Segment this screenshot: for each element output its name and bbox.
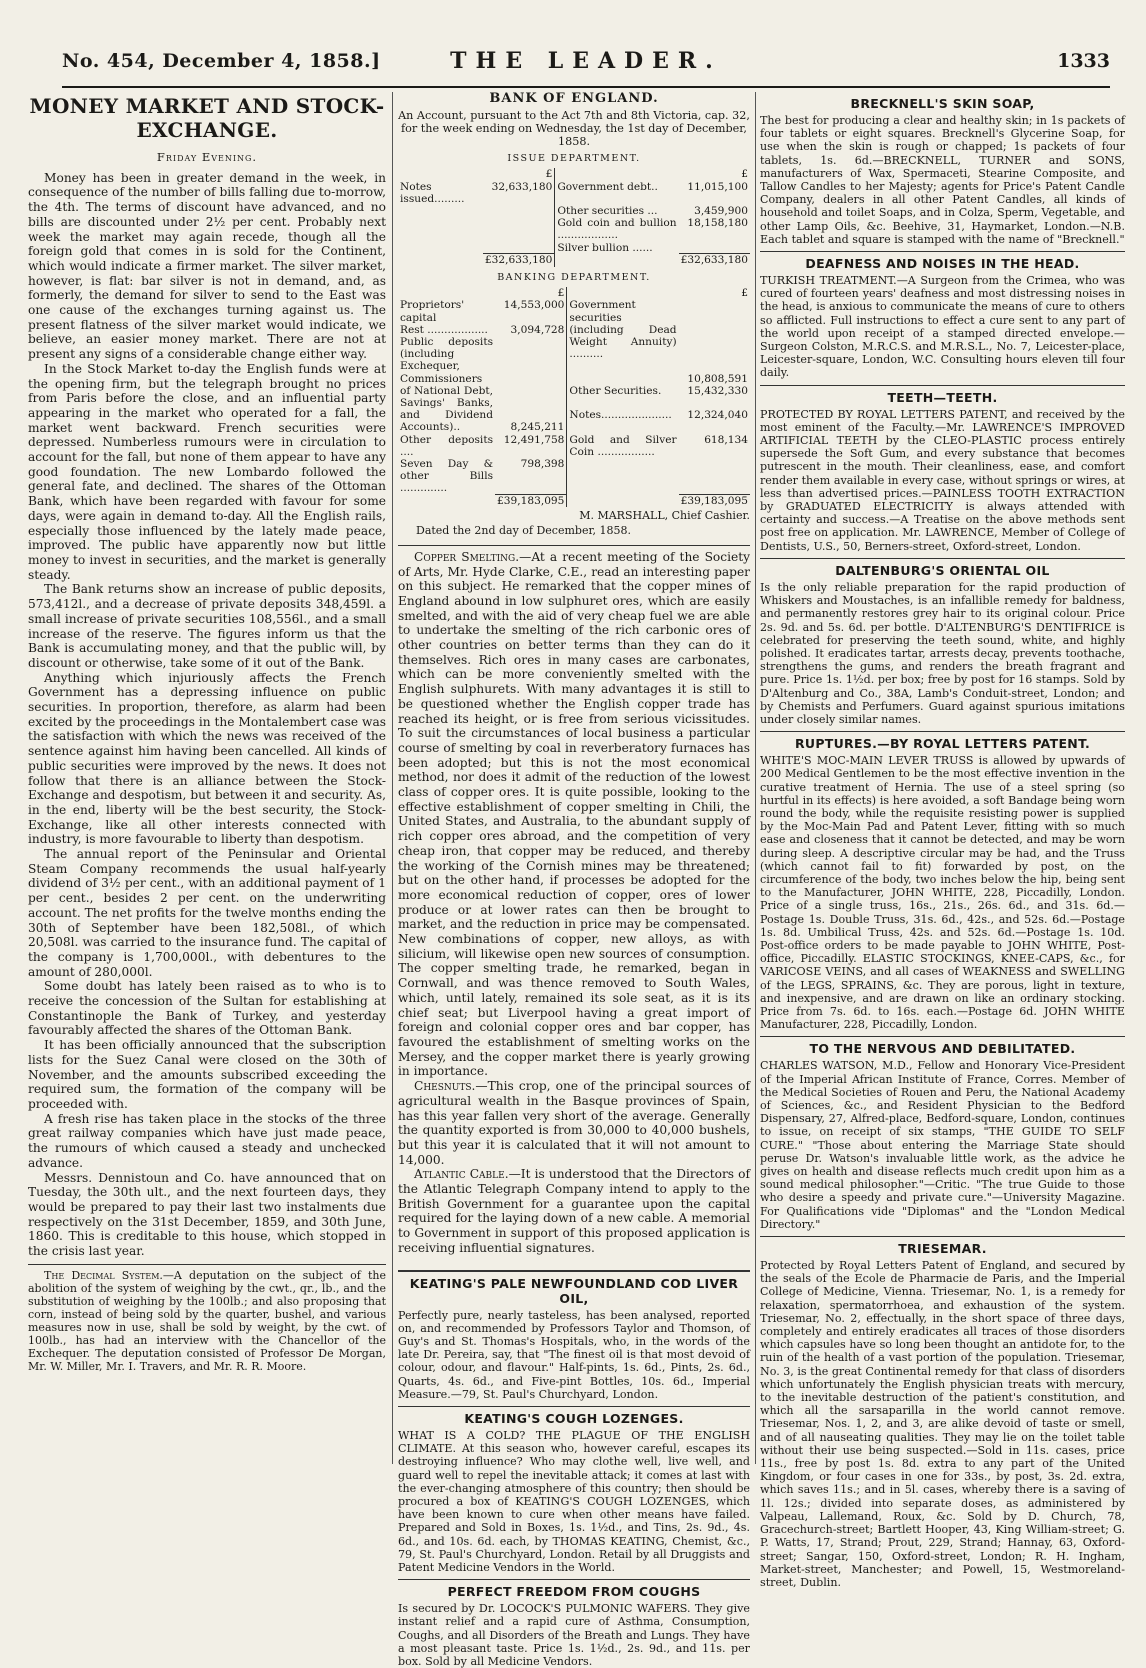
news-text: —At a recent meeting of the Society of Arts, Mr. Hyde Clarke, C.E., read an interesting paper on this subject. He remarked that the copper mines of England abound in low sulphuret ores, which are easily smelted, and with the aid of very cheap fuel we are able to undertake the smelting of the rich carbonic ores of other countries on better terms than they can do it themselves. Rich ores in many cases are carbonates, which can be more conveniently smelted with the English sulphurets. With many advantages it is still to be questioned whether the English copper trade has reached its height, or is free from serious vicissitudes. To suit the circumstances of local business a particular course of smelting by coal in reverberatory furnaces has been adopted; but this is not the most economical method, nor does it admit of the reduction of the lowest class of copper ores. It is quite possible, looking to the effective establishment of copper smelting in Chili, the United States, and Australia, to the abundant supply of rich copper ores abroad, and the competition of very cheap iron, that copper may be reduced, and thereby the working of the Cornish mines may be threatened; but on the other hand, if processes be adopted for the more economical reduction of copper, ores of lower produce or at lower rates can then be brought to market, and the reduction in price may be compensated. New combinations of copper, new alloys, as with silicium, will likewise open new sources of consumption. The copper smelting trade, he remarked, began in Cornwall, and was thence removed to South Wales, which, until lately, remained its sole seat, as it is its chief seat; but Liverpool having a great import of foreign and colonial copper ores and bar copper, has favoured the establishment of smelting works on the Mersey, and the copper market there is yearly growing in importance.	[398, 549, 750, 1079]
paragraph: The Bank returns show an increase of public deposits, 573,412l., and a decrease of private deposits 348,459l. a small increase of private securities 108,556l., and a small increase of the reserve. The figures inform us that the Bank is accumulating money, and that the public will, by discount or otherwise, take some of it out of the Bank.	[28, 582, 386, 670]
ad-heading: DEAFNESS AND NOISES IN THE HEAD.	[805, 256, 1080, 272]
row-value: 10,808,591	[687, 372, 748, 385]
row-value: 3,094,728	[510, 323, 565, 336]
ad-text: Is the only reliable preparation for the rapid production of Whiskers and Moustaches, is an infallible remedy for baldness, and permanently restores grey hair to its original colour. Price 2s. 9d. and 5s. 6d. per bottle. D'ALTENBURG'S DENTIFRICE is celebrated for preserving the teeth sound, white, and highly polished. It eradicates tartar, arrests decay, prevents toothache, strengthens the gums, and renders the breath fragrant and pure. Price 1s. 1½d. per box; free by post for 16 stamps. Sold by D'Altenburg and Co., 38A, Lamb's Conduit-street, London; and by Chemists and Perfumers. Guard against spurious imitations under closely similar names.	[760, 580, 1125, 726]
paragraph: It has been officially announced that the subscription lists for the Suez Canal were closed on the 30th of November, and the amounts subscribed exceeding the required sum, the formation of the company will be proceeded with.	[28, 1038, 386, 1111]
column-divider	[755, 92, 756, 1464]
issue-department-heading: ISSUE DEPARTMENT.	[507, 152, 641, 164]
paragraph: A fresh rise has taken place in the stocks of the three great railway companies which have just made peace, the rumours of which caused a steady and unchecked advance.	[28, 1111, 386, 1170]
divider	[760, 385, 1125, 386]
dateline: Friday Evening.	[156, 150, 258, 164]
paragraph: Anything which injuriously affects the French Government has a depressing influence on public securities. In proportion, therefore, as alarm had been excited by the proceedings in the Montalembert case was the satisfaction with which the news was received of the sentence against him having been cancelled. All kinds of public securities were improved by the news. It does not follow that there is an alliance between the Stock-Exchange and despotism, but between it and security. As, in the end, liberty will be the best security, the Stock-Exchange, like all other interests connected with industry, is more favourable to liberty than despotism.	[28, 670, 386, 847]
row-value: 798,398	[520, 458, 565, 471]
bank-signature: M. MARSHALL, Chief Cashier.	[579, 509, 750, 523]
row-value: 15,432,330	[687, 384, 748, 397]
paragraph: Money has been in greater demand in the week, in consequence of the number of bills falling due to-morrow, the 4th. The terms of discount have advanced, and no bills are discounted under 2½ per cent. Probably next week the market may again recede, though all the foreign gold that comes in is sold for the Continent, which would indicate a firmer market. The silver market, however, is flat: bar silver is not in demand, and, as formerly, the demand for silver to send to the East was one cause of the exchanges turning against us. The present flatness of the silver market would indicate, we believe, an easier money market. There are not at present any signs of a considerable change either way.	[28, 170, 386, 362]
row-label: Seven Day & other Bills ..............	[400, 458, 494, 495]
advertisement	[760, 736, 1125, 1031]
banking-department-heading: BANKING DEPARTMENT.	[497, 271, 651, 283]
masthead-rule	[62, 86, 1110, 88]
ad-heading: TO THE NERVOUS AND DEBILITATED.	[809, 1041, 1076, 1057]
advertisement	[398, 1411, 750, 1574]
total-value: £32,633,180	[679, 254, 750, 267]
ad-text: WHITE'S MOC-MAIN LEVER TRUSS is allowed by upwards of 200 Medical Gentlemen to be the most effective invention in the curative treatment of Hernia. The use of a steel spring (so hurtful in its effects) is here avoided, a soft Bandage being worn round the body, while the requisite resisting power is supplied by the Moc-Main Pad and Patent Lever, fitting with so much ease and closeness that it cannot be detected, and may be worn during sleep. A descriptive circular may be had, and the Truss (which cannot fail to fit) forwarded by post, on the circumference of the body, two inches below the hip, being sent to the Manufacturer, JOHN WHITE, 228, Piccadilly, London. Price of a single truss, 16s., 21s., 26s. 6d., and 31s. 6d.—Postage 1s. Double Truss, 31s. 6d., 42s., and 52s. 6d.—Postage 1s. 8d. Umbilical Truss, 42s. and 52s. 6d.—Postage 1s. 10d. Post-office orders to be made payable to JOHN WHITE, Post-office, Piccadilly. ELASTIC STOCKINGS, KNEE-CAPS, &c., for VARICOSE VEINS, and all cases of WEAKNESS and SWELLING of the LEGS, SPRAINS, &c. They are porous, light in texture, and inexpensive, and are drawn on like an ordinary stocking. Price from 7s. 6d. to 16s. each.—Postage 6d. JOHN WHITE Manufacturer, 228, Piccadilly, London.	[760, 754, 1125, 1032]
ad-text: WHAT IS A COLD? THE PLAGUE OF THE ENGLISH CLIMATE. At this season who, however careful, escapes its destroying influence? Who may clothe well, live well, and guard well to repel the inevitable attack; it comes at last with the ever-changing atmosphere of this country; then should be procured a box of KEATING'S COUGH LOZENGES, which have been known to cure when other means have failed. Prepared and Sold in Boxes, 1s. 1½d., and Tins, 2s. 9d., 4s. 6d., and 10s. 6d. each, by THOMAS KEATING, Chemist, &c., 79, St. Paul's Churchyard, London. Retail by all Druggists and Patent Medicine Vendors in the World.	[398, 1428, 750, 1574]
ad-heading: RUPTURES.—BY ROYAL LETTERS PATENT.	[794, 736, 1091, 752]
row-label: Notes issued.........	[400, 180, 465, 205]
ad-text: Is secured by Dr. LOCOCK'S PULMONIC WAFERS. They give instant relief and a rapid cure of Asthma, Consumption, Coughs, and all Disorders of the Breath and Lungs. They have a most pleasant taste. Price 1s. 1½d., 2s. 9d., and 11s. per box. Sold by all Medicine Vendors.	[398, 1602, 750, 1668]
row-label: Other securities ...	[555, 205, 679, 217]
advertisement	[398, 1276, 750, 1401]
row-label: Silver bullion ......	[555, 242, 679, 254]
column-advertisements	[760, 92, 1125, 1589]
page-number: 1333	[1057, 50, 1110, 72]
run-in-heading: Chesnuts.	[414, 1079, 476, 1094]
paragraph: Some doubt has lately been raised as to who is to receive the concession of the Sultan for establishing at Constantinople the Bank of Turkey, and yesterday favourably affected the shares of the Ottoman Bank.	[28, 979, 386, 1038]
ad-text: Protected by Royal Letters Patent of England, and secured by the seals of the Ecole de Pharmacie de Paris, and the Imperial College of Medicine, Vienna. Triesemar, No. 1, is a remedy for relaxation, spermatorrhoea, and exhaustion of the system. Triesemar, No. 2, effectually, in the short space of three days, completely and entirely eradicates all traces of those disorders which capsules have so long been thought an antidote for, to the ruin of the health of a vast portion of the population. Triesemar, No. 3, is the great Continental remedy for that class of disorders which unfortunately the English physician treats with mercury, to the inevitable destruction of the patient's constitution, and which all the sarsaparilla in the world cannot remove. Triesemar, Nos. 1, 2, and 3, are alike devoid of taste or smell, and of all nauseating qualities. They may lie on the toilet table without their use being suspected.—Sold in 11s. cases, price 11s., free by post 1s. 8d. extra to any part of the United Kingdom, or four cases in one for 33s., by post, 3s. 2d. extra, which saves 11s.; and in 5l. cases, whereby there is a saving of 1l. 12s.; divided into separate doses, as administered by Valpeau, Lallemand, Roux, &c. Sold by D. Church, 78, Gracechurch-street; Bartlett Hooper, 43, King William-street; G. P. Watts, 17, Strand; Prout, 229, Strand; Hannay, 63, Oxford-street; Sangar, 150, Oxford-street, London; R. H. Ingham, Market-street, Manchester; and Powell, 15, Westmoreland-street, Dublin.	[760, 1259, 1125, 1589]
column-money-market	[28, 92, 386, 1467]
row-label: Notes.....................	[567, 409, 679, 433]
masthead	[62, 48, 1110, 88]
advertisement	[398, 1584, 750, 1668]
row-value: 18,158,180	[687, 217, 748, 230]
divider	[760, 1036, 1125, 1037]
divider	[28, 1264, 386, 1265]
column-divider	[392, 92, 393, 1464]
row-label: Government securities (including Dead Weight Annuity) ..........	[567, 299, 679, 384]
ad-heading: TRIESEMAR.	[898, 1241, 987, 1257]
news-item	[398, 1167, 750, 1255]
news-item	[398, 1079, 750, 1167]
bank-dated: Dated the 2nd day of December, 1858.	[416, 524, 631, 538]
advertisement	[760, 96, 1125, 246]
ad-heading: KEATING'S PALE NEWFOUNDLAND COD LIVER OIL,	[409, 1275, 739, 1306]
divider	[760, 1236, 1125, 1237]
row-value: 3,459,900	[694, 205, 748, 218]
news-text: —This crop, one of the principal sources of agricultural wealth in the Basque provinces of Spain, has this year fallen very short of the average. Generally the quantity exported is from 30,000 to 40,000 bushels, but this year it is calculated that it will not amount to 14,000.	[398, 1079, 750, 1167]
divider	[398, 545, 750, 546]
ad-heading: PERFECT FREEDOM FROM COUGHS	[447, 1584, 701, 1600]
row-label: Other deposits ....	[400, 433, 494, 458]
advertisement	[760, 563, 1125, 726]
ad-text: PROTECTED BY ROYAL LETTERS PATENT, and received by the most eminent of the Faculty.—Mr. LAWRENCE'S IMPROVED ARTIFICIAL TEETH by the CLEO-PLASTIC process entirely supersede the Soft Gum, and every substance that becomes putrescent in the mouth. Their cleanliness, ease, and comfort render them available in every case, without springs or wires, at less than advertised prices.—PAINLESS TOOTH EXTRACTION by GRADUATED ELECTRICITY is always attended with certainty and success.—A Treatise on the above methods sent post free on application. Mr. LAWRENCE, Member of College of Dentists, U.S., 50, Berners-street, Oxford-street, London.	[760, 407, 1125, 553]
row-label: Government debt..	[555, 181, 679, 205]
issue-number: No. 454, December 4, 1858.]	[62, 50, 381, 72]
currency-symbol: £	[557, 287, 565, 300]
row-label: Other Securities.	[567, 385, 679, 409]
row-value: 8,245,211	[510, 421, 565, 434]
advertisement	[760, 256, 1125, 380]
row-value: 618,134	[704, 433, 748, 446]
section-title: MONEY MARKET AND STOCK-EXCHANGE.	[29, 94, 385, 142]
news-item	[398, 550, 750, 1079]
currency-symbol: £	[741, 168, 748, 181]
row-value: 32,633,180	[491, 180, 553, 193]
ad-text: The best for producing a clear and healthy skin; in 1s packets of four tablets or eight squares. Brecknell's Glycerine Soap, for use when the skin is rough or chapped; 1s packets of four tablets, 1s. 6d.—BRECKNELL, TURNER and SONS, manufacturers of Wax, Spermaceti, Stearine Composite, and Tallow Candles to her Majesty; agents for Price's Patent Candle Company, dealers in all other Patent Candles, all kinds of household and toilet Soaps, and in Colza, Sperm, Vegetable, and other Lamp Oils, &c. Beehive, 31, Haymarket, London.—N.B. Each tablet and square is stamped with the name of "Brecknell."	[760, 114, 1125, 246]
paragraph: Messrs. Dennistoun and Co. have announced that on Tuesday, the 30th ult., and the next fourteen days, they would be prepared to pay their last two instalments due respectively on the 31st December, 1859, and 30th June, 1860. This is creditable to this house, which stopped in the crisis last year.	[28, 1170, 386, 1259]
paragraph: In the Stock Market to-day the English funds were at the opening firm, but the telegraph brought no prices from Paris before the close, and an influential party appearing in the market who operated for a fall, the market went backward. French securities were depressed. Numberless rumours were in circulation to account for the fall, but none of them appear to have any good foundation. The new Lombardo followed the general fate, and declined. The shares of the Ottoman Bank, which have been regarded with favour for some days, were again in demand to-day. All the English rails, especially those influenced by the lately made peace, improved. The public have apparently now but little money to invest in securities, and the market is generally steady.	[28, 361, 386, 582]
ad-text: TURKISH TREATMENT.—A Surgeon from the Crimea, who was cured of fourteen years' deafness and most distressing noises in the head, is anxious to communicate the means of cure to others so afflicted. Full instructions to effect a cure sent to any part of the world upon receipt of a stamped directed envelope.—Surgeon Colston, M.R.C.S. and M.R.S.L., No. 7, Leicester-place, Leicester-square, London, W.C. Consulting hours eleven till four daily.	[760, 274, 1125, 380]
row-label: Rest ..................	[400, 323, 488, 336]
issue-department-table	[398, 168, 750, 266]
ad-heading: TEETH—TEETH.	[887, 389, 998, 405]
run-in-heading: Copper Smelting.	[414, 549, 520, 564]
row-label: Public deposits (including Exchequer, Commissioners of National Debt, Savings' Banks, and Dividend Accounts)..	[400, 336, 494, 434]
ad-heading: BRECKNELL'S SKIN SOAP,	[850, 96, 1035, 111]
divider	[760, 558, 1125, 559]
bank-intro: An Account, pursuant to the Act 7th and 8th Victoria, cap. 32, for the week ending on Wednesday, the 1st day of December, 1858.	[398, 108, 750, 148]
divider	[398, 1406, 750, 1407]
divider	[760, 731, 1125, 732]
advertisement	[760, 1241, 1125, 1589]
ad-text: CHARLES WATSON, M.D., Fellow and Honorary Vice-President of the Imperial African Institute of France, Corres. Member of the Medical Societies of Rouen and Peru, the National Academy of Sciences, &c., and Resident Physician to the Bedford Dispensary, 27, Alfred-place, Bedford-square, London, continues to issue, on receipt of six stamps, "THE GUIDE TO SELF CURE." "Those about entering the Marriage State should peruse Dr. Watson's invaluable little work, as the advice he gives on health and disease reflects much credit upon him as a sound medical philosopher."—Critic. "The true Guide to those who desire a speedy and private cure."—University Magazine. For Qualifications vide "Diplomas" and the "London Medical Directory."	[760, 1059, 1125, 1231]
currency-symbol: £	[545, 168, 553, 181]
row-label: Gold and Silver Coin .................	[567, 434, 679, 495]
bank-title: BANK OF ENGLAND.	[489, 91, 659, 106]
divider	[398, 1270, 750, 1272]
newspaper-title: THE LEADER.	[450, 48, 722, 74]
row-label: Gold coin and bullion ..................	[555, 217, 679, 241]
row-value: 12,324,040	[687, 409, 748, 422]
row-value	[679, 242, 750, 254]
currency-symbol: £	[741, 287, 748, 300]
decimal-system-paragraph	[28, 1269, 386, 1373]
paragraph-text: —A deputation on the subject of the abolition of the system of weighing by the cwt., qr., lb., and the substitution of weighing by the 100lb.; and also proposing that corn, instead of being sold by the quarter, bushel, and various measures now in use, shall be sold by weight, by the cwt. of 100lb., has had an interview with the Chancellor of the Exchequer. The deputation consisted of Professor De Morgan, Mr. W. Miller, Mr. I. Travers, and Mr. R. R. Moore.	[28, 1268, 386, 1373]
news-text: —It is understood that the Directors of the Atlantic Telegraph Company intend to apply to the British Government for a guarantee upon the capital required for the laying down of a new cable. A memorial to Government in support of this proposed application is receiving influential signatures.	[398, 1167, 751, 1255]
paragraph: The annual report of the Peninsular and Oriental Steam Company recommends the usual half-yearly dividend of 3½ per cent., with an additional payment of 1 per cent., besides 2 per cent. on the underwriting account. The net profits for the twelve months ending the 30th of September have been 182,508l., of which 20,508l. was carried to the insurance fund. The capital of the company is 1,700,000l., with debentures to the amount of 280,000l.	[28, 847, 386, 979]
run-in-heading: The Decimal System.	[44, 1268, 163, 1282]
row-value: 14,553,000	[503, 299, 565, 312]
row-value: 11,015,100	[687, 180, 748, 193]
column-bank-and-news	[398, 91, 751, 1668]
ad-text: Perfectly pure, nearly tasteless, has been analysed, reported on, and recommended by Professors Taylor and Thomson, of Guy's and St. Thomas's Hospitals, who, in the words of the late Dr. Pereira, say, that "The finest oil is that most devoid of colour, odour, and flavour." Half-pints, 1s. 6d., Pints, 2s. 6d., Quarts, 4s. 6d., and Five-pint Bottles, 10s. 6d., Imperial Measure.—79, St. Paul's Churchyard, London.	[398, 1308, 750, 1401]
total-value: £39,183,095	[495, 495, 567, 508]
advertisement	[760, 1041, 1125, 1231]
total-value: £32,633,180	[483, 254, 555, 267]
divider	[398, 1579, 750, 1580]
run-in-heading: Atlantic Cable.	[414, 1167, 509, 1182]
advertisement	[760, 390, 1125, 553]
row-label: Proprietors' capital	[400, 299, 465, 324]
ad-heading: DALTENBURG'S ORIENTAL OIL	[835, 562, 1050, 578]
total-value: £39,183,095	[679, 495, 750, 508]
ad-heading: KEATING'S COUGH LOZENGES.	[464, 1410, 684, 1426]
banking-department-table	[398, 287, 750, 507]
divider	[760, 251, 1125, 252]
row-value: 12,491,758	[503, 433, 565, 446]
